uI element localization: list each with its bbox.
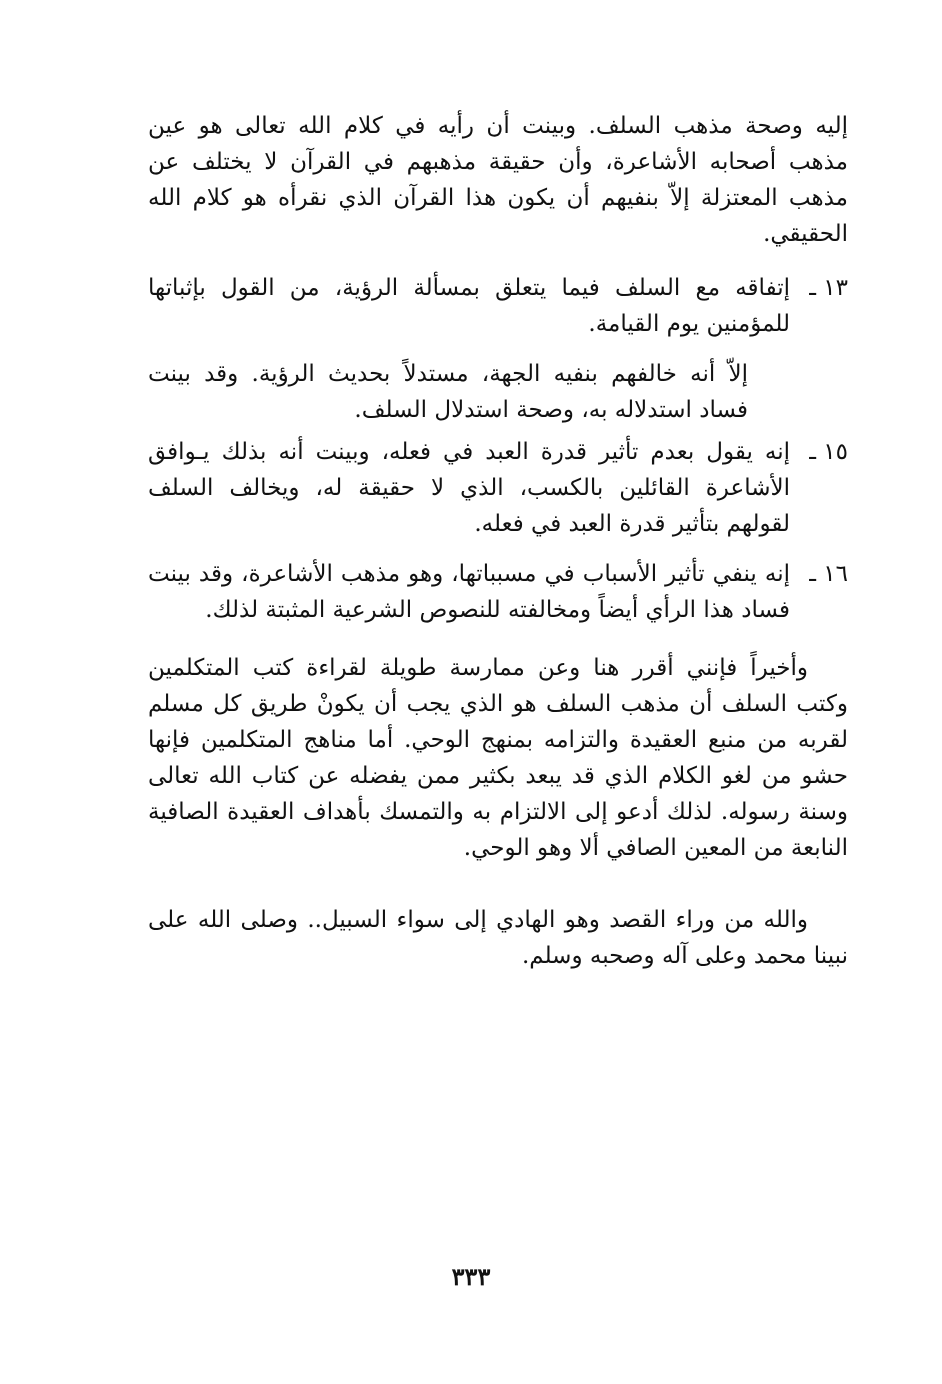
list-item-13 bbox=[148, 270, 848, 342]
list-item-15 bbox=[148, 434, 848, 542]
closing-paragraph: والله من وراء القصد وهو الهادي إلى سواء السبيل.. وصلى الله على نبينا محمد وعلى آله وصحبه وسلم. bbox=[148, 907, 848, 969]
item-text: إنه يقول بعدم تأثير قدرة العبد في فعله، وبينت أنه بذلك يـوافق الأشاعرة القائلين بالكسب، الذي لا حقيقة له، ويخالف السلف لقولهم بتأثير قدرة العبد في فعله. bbox=[148, 439, 790, 537]
item-text: إتفاقه مع السلف فيما يتعلق بمسألة الرؤية، من القول بإثباتها للمؤمنين يوم القيامة. bbox=[148, 275, 790, 337]
item-text: إنه ينفي تأثير الأسباب في مسبباتها، وهو مذهب الأشاعرة، وقد بينت فساد هذا الرأي أيضاً ومخالفته للنصوص الشرعية المثبتة لذلك. bbox=[148, 561, 790, 623]
item-number: ١٦ ـ bbox=[809, 561, 848, 587]
continuation-paragraph: إليه وصحة مذهب السلف. وبينت أن رأيه في كلام الله تعالى هو عين مذهب أصحابه الأشاعرة، وأن حقيقة مذهبهم في القرآن لا يختلف عن مذهب المعتزلة إلاّ بنفيهم أن يكون هذا القرآن الذي نقرأه هو كلام الله الحقيقي. bbox=[148, 113, 848, 247]
page-number: ٣٣٣ bbox=[451, 1262, 491, 1291]
list-item-16 bbox=[148, 556, 848, 628]
list-item-continuation bbox=[148, 356, 848, 428]
item-text: إلاّ أنه خالفهم بنفيه الجهة، مستدلاً بحديث الرؤية. وقد بينت فساد استدلاله به، وصحة استدلال السلف. bbox=[148, 361, 748, 423]
conclusion-paragraph: وأخيراً فإنني أقرر هنا وعن ممارسة طويلة لقراءة كتب المتكلمين وكتب السلف أن مذهب السلف هو الذي يجب أن يكونْ طريق كل مسلم لقربه من منبع العقيدة والتزامه بمنهج الوحي. أما مناهج المتكلمين فإنها حشو من لغو الكلام الذي قد يبعد بكثير ممن يفضله عن كتاب الله تعالى وسنة رسوله. لذلك أدعو إلى الالتزام به والتمسك بأهداف العقيدة الصافية النابعة من المعين الصافي ألا وهو الوحي. bbox=[148, 655, 848, 861]
item-number: ١٣ ـ bbox=[809, 275, 848, 301]
item-number: ١٥ ـ bbox=[809, 439, 848, 465]
